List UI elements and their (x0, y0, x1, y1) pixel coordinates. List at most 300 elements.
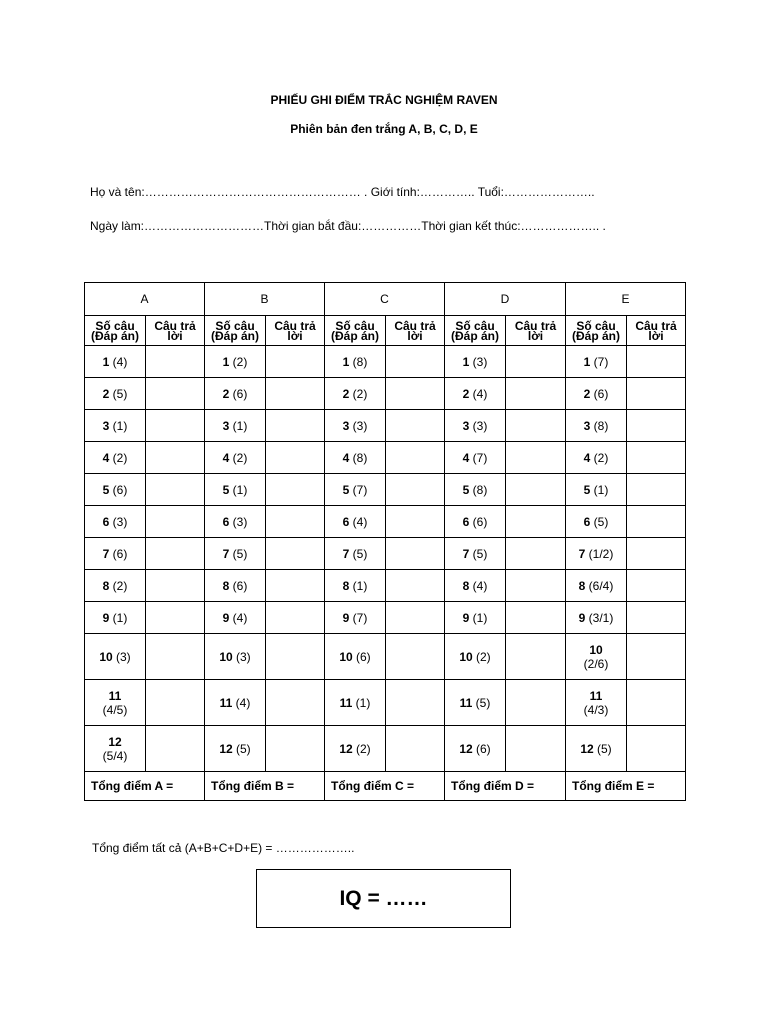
answer-cell[interactable] (627, 506, 686, 538)
question-number: 1 (583, 354, 591, 369)
correct-answer: (4/5) (102, 702, 128, 717)
question-number: 4 (583, 450, 591, 465)
answer-cell[interactable] (627, 378, 686, 410)
correct-answer: (6) (472, 514, 488, 529)
question-number: 5 (222, 482, 230, 497)
answer-cell[interactable] (386, 634, 445, 680)
table-row (85, 346, 686, 378)
question-number: 8 (462, 578, 470, 593)
answer-cell[interactable] (506, 346, 566, 378)
correct-answer: (6) (112, 546, 128, 561)
answer-cell[interactable] (386, 442, 445, 474)
correct-answer: (8) (352, 450, 368, 465)
question-number: 6 (222, 514, 230, 529)
question-number: 8 (102, 578, 110, 593)
iq-label: IQ = …… (339, 886, 428, 910)
question-cell (566, 634, 627, 680)
answer-header-line1: Câu trả (514, 318, 557, 333)
question-cell (205, 634, 266, 680)
question-cell (325, 726, 386, 772)
question-cell (205, 538, 266, 570)
question-number: 11 (108, 688, 122, 703)
question-header-line1: Số câu (95, 318, 135, 333)
correct-answer: (2) (476, 649, 491, 664)
answer-cell[interactable] (386, 506, 445, 538)
correct-answer: (4/3) (583, 702, 609, 717)
answer-header-line2: lời (648, 328, 664, 343)
correct-answer: (5) (597, 741, 612, 756)
question-number: 9 (222, 610, 230, 625)
correct-answer: (3) (232, 514, 248, 529)
question-cell (85, 634, 146, 680)
question-header-line1: Số câu (576, 318, 616, 333)
answer-cell[interactable] (266, 726, 325, 772)
correct-answer: (1) (352, 578, 368, 593)
answer-cell[interactable] (386, 346, 445, 378)
correct-answer: (2) (112, 450, 128, 465)
correct-answer: (6) (232, 578, 248, 593)
answer-column-header (386, 316, 445, 346)
question-cell (85, 346, 146, 378)
question-cell (325, 570, 386, 602)
answer-cell[interactable] (146, 442, 205, 474)
question-cell (445, 346, 506, 378)
answer-column-header (266, 316, 325, 346)
correct-answer: (8) (472, 482, 488, 497)
total-sum-line[interactable]: Tổng điểm tất cả (A+B+C+D+E) = ……………….. (92, 841, 355, 855)
correct-answer: (3) (112, 514, 128, 529)
question-cell (205, 726, 266, 772)
answer-cell[interactable] (266, 602, 325, 634)
group-total-cell[interactable]: Tổng điểm C = (325, 772, 445, 801)
question-number: 9 (462, 610, 470, 625)
answer-cell[interactable] (627, 538, 686, 570)
answer-cell[interactable] (146, 634, 205, 680)
question-number: 2 (583, 386, 591, 401)
question-number: 11 (219, 695, 233, 710)
question-cell (85, 538, 146, 570)
correct-answer: (3) (116, 649, 131, 664)
iq-result-box (256, 869, 511, 928)
correct-answer: (2) (352, 386, 368, 401)
question-cell (85, 442, 146, 474)
table-row (85, 726, 686, 772)
question-cell (205, 474, 266, 506)
question-number: 2 (342, 386, 350, 401)
correct-answer: (7) (472, 450, 488, 465)
question-cell (205, 442, 266, 474)
question-number: 4 (342, 450, 350, 465)
answer-cell[interactable] (386, 680, 445, 726)
question-number: 9 (102, 610, 110, 625)
question-cell (325, 474, 386, 506)
answer-cell[interactable] (386, 570, 445, 602)
answer-cell[interactable] (266, 506, 325, 538)
question-number: 5 (462, 482, 470, 497)
question-cell (85, 570, 146, 602)
answer-cell[interactable] (266, 570, 325, 602)
question-number: 3 (462, 418, 470, 433)
answer-cell[interactable] (266, 410, 325, 442)
question-cell (566, 410, 627, 442)
question-cell (85, 602, 146, 634)
session-info-line[interactable]: Ngày làm:…………………………Thời gian bắt đầu:……………Thời gian kết thúc:……………….. . (90, 219, 606, 233)
correct-answer: (4) (472, 578, 488, 593)
question-number: 7 (462, 546, 470, 561)
answer-cell[interactable] (386, 538, 445, 570)
table-row (85, 634, 686, 680)
question-number: 2 (222, 386, 230, 401)
question-cell (445, 680, 506, 726)
question-number: 10 (459, 649, 473, 664)
answer-cell[interactable] (146, 726, 205, 772)
answer-cell[interactable] (506, 474, 566, 506)
correct-answer: (7) (593, 354, 609, 369)
table-row (85, 506, 686, 538)
question-cell (205, 410, 266, 442)
question-number: 3 (222, 418, 230, 433)
question-number: 9 (578, 610, 586, 625)
answer-cell[interactable] (386, 726, 445, 772)
answer-column-header (506, 316, 566, 346)
group-header: B (205, 283, 325, 316)
answer-cell[interactable] (506, 410, 566, 442)
answer-cell[interactable] (146, 378, 205, 410)
answer-cell[interactable] (506, 538, 566, 570)
question-cell (325, 680, 386, 726)
correct-answer: (5/4) (102, 748, 128, 763)
answer-column-header (146, 316, 205, 346)
question-number: 6 (462, 514, 470, 529)
question-cell (325, 410, 386, 442)
answer-cell[interactable] (627, 602, 686, 634)
answer-cell[interactable] (146, 680, 205, 726)
question-cell (445, 410, 506, 442)
question-number: 11 (339, 695, 353, 710)
group-header: E (566, 283, 686, 316)
answer-cell[interactable] (386, 378, 445, 410)
question-number: 5 (342, 482, 350, 497)
question-cell (85, 726, 146, 772)
correct-answer: (4) (352, 514, 368, 529)
question-column-header (445, 316, 506, 346)
question-number: 6 (583, 514, 591, 529)
correct-answer: (4) (232, 610, 248, 625)
question-number: 1 (222, 354, 230, 369)
group-total-cell[interactable]: Tổng điểm B = (205, 772, 325, 801)
question-cell (325, 634, 386, 680)
answer-cell[interactable] (506, 378, 566, 410)
correct-answer: (6/4) (588, 578, 614, 593)
table-row (85, 680, 686, 726)
question-number: 3 (102, 418, 110, 433)
correct-answer: (4) (112, 354, 128, 369)
answer-cell[interactable] (627, 680, 686, 726)
question-number: 11 (459, 695, 473, 710)
correct-answer: (7) (352, 482, 368, 497)
correct-answer: (4) (472, 386, 488, 401)
answer-cell[interactable] (386, 410, 445, 442)
answer-cell[interactable] (506, 602, 566, 634)
question-number: 1 (102, 354, 110, 369)
question-number: 4 (222, 450, 230, 465)
answer-cell[interactable] (146, 538, 205, 570)
question-number: 8 (578, 578, 586, 593)
question-cell (205, 680, 266, 726)
question-number: 7 (578, 546, 586, 561)
question-cell (445, 726, 506, 772)
question-number: 10 (219, 649, 233, 664)
correct-answer: (5) (112, 386, 128, 401)
group-total-cell[interactable]: Tổng điểm A = (85, 772, 205, 801)
question-cell (566, 378, 627, 410)
answer-cell[interactable] (386, 474, 445, 506)
group-header-row (85, 283, 686, 316)
question-cell (445, 506, 506, 538)
question-cell (325, 378, 386, 410)
question-number: 3 (342, 418, 350, 433)
answer-cell[interactable] (146, 410, 205, 442)
correct-answer: (5) (236, 741, 251, 756)
score-table (84, 282, 686, 801)
question-header-line2: (Đáp án) (451, 328, 499, 343)
correct-answer: (1) (355, 695, 371, 710)
answer-cell[interactable] (146, 474, 205, 506)
question-cell (445, 474, 506, 506)
answer-header-line2: lời (527, 328, 544, 343)
personal-info-line[interactable]: Họ và tên:……………………………………………… . Giới tính:………….. Tuổi:………………….. (90, 185, 595, 199)
question-number: 7 (342, 546, 350, 561)
table-row (85, 442, 686, 474)
correct-answer: (1/2) (588, 546, 614, 561)
correct-answer: (2) (232, 354, 248, 369)
question-cell (566, 506, 627, 538)
answer-cell[interactable] (266, 442, 325, 474)
table-row (85, 378, 686, 410)
correct-answer: (1) (593, 482, 609, 497)
question-number: 12 (339, 741, 353, 756)
correct-answer: (1) (232, 482, 248, 497)
group-header: D (445, 283, 566, 316)
answer-cell[interactable] (506, 506, 566, 538)
question-cell (325, 506, 386, 538)
correct-answer: (4) (235, 695, 251, 710)
question-cell (85, 474, 146, 506)
answer-header-line2: lời (407, 328, 423, 343)
table-row (85, 474, 686, 506)
question-number: 4 (462, 450, 470, 465)
question-column-header (566, 316, 627, 346)
answer-cell[interactable] (627, 410, 686, 442)
question-cell (205, 506, 266, 538)
correct-answer: (6) (476, 741, 491, 756)
question-cell (566, 474, 627, 506)
question-column-header (325, 316, 386, 346)
question-number: 6 (102, 514, 110, 529)
question-cell (445, 634, 506, 680)
answer-cell[interactable] (266, 378, 325, 410)
correct-answer: (5) (232, 546, 248, 561)
correct-answer: (6) (356, 649, 371, 664)
question-cell (566, 346, 627, 378)
question-cell (325, 346, 386, 378)
question-number: 1 (462, 354, 470, 369)
correct-answer: (3/1) (588, 610, 614, 625)
question-number: 7 (102, 546, 110, 561)
answer-cell[interactable] (266, 680, 325, 726)
question-cell (85, 378, 146, 410)
correct-answer: (7) (352, 610, 368, 625)
question-number: 10 (99, 649, 113, 664)
correct-answer: (5) (472, 546, 488, 561)
question-header-line2: (Đáp án) (572, 328, 620, 343)
answer-cell[interactable] (146, 602, 205, 634)
answer-cell[interactable] (266, 474, 325, 506)
question-cell (325, 442, 386, 474)
correct-answer: (2) (232, 450, 248, 465)
question-number: 1 (342, 354, 350, 369)
question-header-line1: Số câu (335, 318, 375, 333)
correct-answer: (6) (232, 386, 248, 401)
group-total-cell[interactable]: Tổng điểm E = (566, 772, 686, 801)
answer-cell[interactable] (266, 346, 325, 378)
answer-cell[interactable] (627, 570, 686, 602)
answer-cell[interactable] (627, 726, 686, 772)
correct-answer: (5) (475, 695, 491, 710)
question-header-line2: (Đáp án) (211, 328, 259, 343)
question-number: 2 (102, 386, 110, 401)
correct-answer: (2) (112, 578, 128, 593)
question-cell (85, 410, 146, 442)
question-column-header (205, 316, 266, 346)
question-number: 12 (108, 734, 122, 749)
table-row (85, 602, 686, 634)
question-number: 5 (102, 482, 110, 497)
question-cell (85, 506, 146, 538)
table-row (85, 570, 686, 602)
answer-header-line1: Câu trả (394, 318, 436, 333)
correct-answer: (3) (236, 649, 251, 664)
question-cell (566, 538, 627, 570)
question-cell (445, 570, 506, 602)
question-cell (205, 570, 266, 602)
question-cell (85, 680, 146, 726)
correct-answer: (6) (593, 386, 609, 401)
correct-answer: (5) (593, 514, 609, 529)
question-cell (325, 538, 386, 570)
question-column-header (85, 316, 146, 346)
correct-answer: (2) (356, 741, 371, 756)
answer-header-line2: lời (287, 328, 303, 343)
answer-cell[interactable] (146, 346, 205, 378)
table-row (85, 538, 686, 570)
correct-answer: (6) (112, 482, 128, 497)
question-cell (445, 442, 506, 474)
correct-answer: (1) (112, 610, 128, 625)
page-title: PHIẾU GHI ĐIỂM TRẮC NGHIỆM RAVEN (270, 93, 498, 107)
question-number: 7 (222, 546, 230, 561)
question-cell (566, 726, 627, 772)
question-cell (325, 602, 386, 634)
question-cell (445, 538, 506, 570)
question-cell (205, 378, 266, 410)
question-number: 6 (342, 514, 350, 529)
answer-header-line1: Câu trả (635, 318, 677, 333)
correct-answer: (3) (472, 354, 488, 369)
answer-cell[interactable] (506, 726, 566, 772)
question-header-line1: Số câu (455, 318, 495, 333)
correct-answer: (2/6) (583, 656, 609, 671)
question-number: 5 (583, 482, 591, 497)
question-cell (566, 442, 627, 474)
group-header: A (85, 283, 205, 316)
question-cell (445, 602, 506, 634)
answer-cell[interactable] (506, 634, 566, 680)
answer-cell[interactable] (627, 634, 686, 680)
group-header: C (325, 283, 445, 316)
column-header-row (85, 316, 686, 346)
answer-cell[interactable] (386, 602, 445, 634)
question-number: 12 (459, 741, 473, 756)
answer-cell[interactable] (506, 442, 566, 474)
table-row (85, 410, 686, 442)
question-number: 8 (222, 578, 230, 593)
correct-answer: (2) (593, 450, 609, 465)
correct-answer: (8) (593, 418, 609, 433)
correct-answer: (5) (352, 546, 368, 561)
correct-answer: (8) (352, 354, 368, 369)
answer-header-line1: Câu trả (154, 318, 196, 333)
answer-cell[interactable] (146, 570, 205, 602)
question-number: 2 (462, 386, 470, 401)
correct-answer: (3) (472, 418, 488, 433)
question-cell (205, 346, 266, 378)
question-cell (566, 570, 627, 602)
question-number: 8 (342, 578, 350, 593)
question-cell (445, 378, 506, 410)
answer-cell[interactable] (266, 634, 325, 680)
answer-cell[interactable] (627, 442, 686, 474)
answer-header-line2: lời (167, 328, 183, 343)
question-number: 12 (219, 741, 233, 756)
question-number: 4 (102, 450, 110, 465)
answer-cell[interactable] (146, 506, 205, 538)
correct-answer: (1) (472, 610, 488, 625)
answer-cell[interactable] (627, 474, 686, 506)
answer-cell[interactable] (506, 570, 566, 602)
correct-answer: (1) (112, 418, 128, 433)
question-cell (205, 602, 266, 634)
group-total-cell[interactable]: Tổng điểm D = (445, 772, 566, 801)
answer-cell[interactable] (506, 680, 566, 726)
answer-column-header (627, 316, 686, 346)
question-header-line2: (Đáp án) (331, 328, 379, 343)
answer-cell[interactable] (266, 538, 325, 570)
question-cell (566, 680, 627, 726)
question-cell (566, 602, 627, 634)
totals-row (85, 772, 686, 801)
correct-answer: (3) (352, 418, 368, 433)
question-header-line1: Số câu (215, 318, 255, 333)
question-header-line2: (Đáp án) (91, 328, 139, 343)
question-number: 12 (580, 741, 594, 756)
correct-answer: (1) (232, 418, 248, 433)
answer-header-line1: Câu trả (274, 318, 316, 333)
question-number: 10 (339, 649, 353, 664)
answer-cell[interactable] (627, 346, 686, 378)
question-number: 3 (583, 418, 591, 433)
page-subtitle: Phiên bản đen trắng A, B, C, D, E (290, 122, 478, 136)
